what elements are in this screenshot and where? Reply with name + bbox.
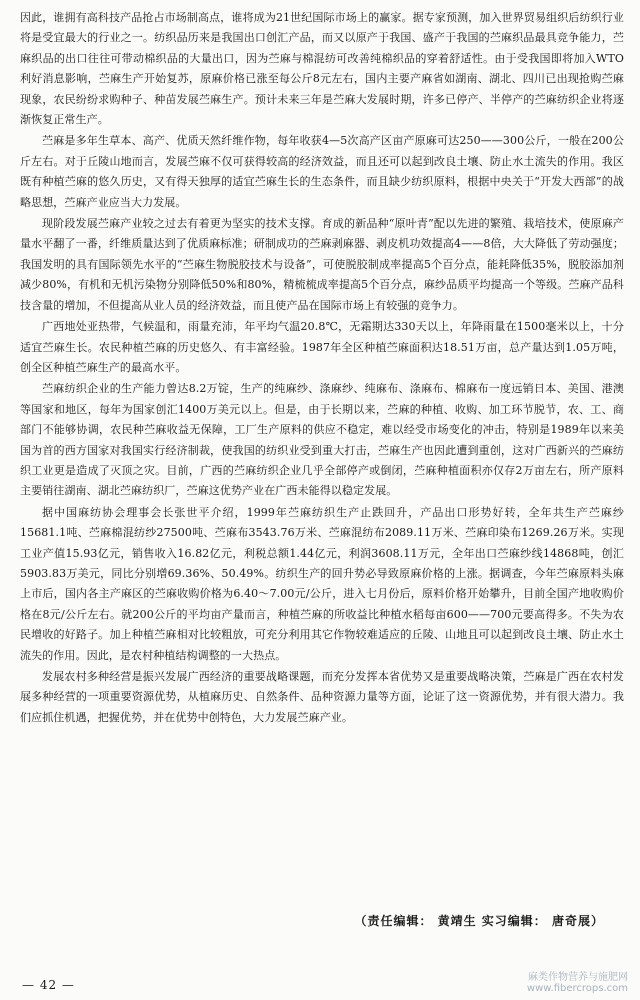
editor-credits: （责任编辑： 黄靖生 实习编辑： 唐奇展） — [354, 914, 604, 928]
watermark-url: www.fibercrops.com — [526, 983, 628, 994]
paragraph-1: 因此，谁拥有高科技产品抢占市场制高点，谁将成为21世纪国际市场上的赢家。据专家预测，加入世界贸易组织后纺织行业将是受宜最大的行业之一。纺织品历来是我国出口创汇产品，而又以原产于我国、盛产于我国的苎麻织品最具竞争能力，苎麻织品的出口往往可带动棉织品的大量出口，因为苎麻与棉混纺可改善纯棉织品的穿着舒适性。由于受我国即将加入WTO利好消息影响，苎麻生产开始复苏，原麻价格已涨至每公斤8元左右，国内主要产麻省如湖南、湖北、四川已出现抢购苎麻现象，农民纷纷求购种子、种苗发展苎麻生产。预计未来三年是苎麻大发展时期，许多已停产、半停产的苎麻纺织企业将逐渐恢复正常生产。 — [20, 11, 624, 127]
paragraph-4: 广西地处亚热带，气候温和，雨量充沛，年平均气温20.8℃，无霜期达330天以上，年降雨量在1500毫米以上，十分适宜苎麻生长。农民种植苎麻的历史悠久、有丰富经验。1987年全区种植苎麻面积达18.51万亩，总产量达到1.05万吨，创全区种植苎麻生产的最高水平。 — [20, 320, 624, 374]
paragraph-7: 发展农村多种经营是振兴发展广西经济的重要战略课题，而充分发挥本省优势又是重要战略决策，苎麻是广西在农村发展多种经营的一项重要资源优势，从植麻历史、自然条件、品种资源力量等方面，论证了这一资源优势，并有很大潜力。我们应抓住机遇，把握优势，并在优势中创特色，大力发展苎麻产业。 — [20, 670, 624, 724]
article-body — [20, 8, 624, 728]
paragraph-5: 苎麻纺织企业的生产能力曾达8.2万锭，生产的纯麻纱、涤麻纱、纯麻布、涤麻布、棉麻布一度远销日本、美国、港澳等国家和地区，每年为国家创汇1400万美元以上。但是，由于长期以来，苎麻的种植、收购、加工环节脱节，农、工、商部门不能够协调，农民种苎麻收益无保障，工厂生产原料的供应不稳定，难以经受市场变化的冲击，特别是1989年以来美国为首的西方国家对我国实行经济制裁，使我国的纺织业受到重大打击，苎麻生产也因此遭到重创，这对广西新兴的苎麻纺织工业更是造成了灭顶之灾。目前，广西的苎麻纺织企业几乎全部停产或倒闭，苎麻种植面积亦仅存2万亩左右，所产原料主要销往湖南、湖北苎麻纺织厂，苎麻这优势产业在广西未能得以稳定发展。 — [20, 382, 624, 498]
paragraph-6: 据中国麻纺协会理事会长张世平介绍，1999年苎麻纺织生产止跌回升，产品出口形势好转，全年共生产苎麻纱15681.1吨、苎麻棉混纺纱27500吨、苎麻布3543.76万米、苎麻混纺布2089.11万米、苎麻印染布1269.26万米。实现工业产值15.93亿元，销售收入16.82亿元，利税总额1.44亿元，利润3608.11万元，全年出口苎麻纱线14868吨，创汇5903.83万美元，同比分别增69.36%、50.49%。纺织生产的回升势必导致原麻价格的上涨。据调查，今年苎麻原料头麻上市后，国内各主产麻区的苎麻收购价格为6.40～7.00元/公斤，进入七月份后，原料价格开始攀升，目前全国产地收购价格在8元/公斤左右。就200公斤的平均亩产量而言，种植苎麻的所收益比种植水稻每亩600——700元要高得多。不失为农民增收的好路子。加上种植苎麻相对比较粗放，可充分利用其它作物较难适应的丘陵、山地且可以起到改良土壤、防止水土流失的作用。因此，是农村种植结构调整的一大热点。 — [20, 505, 624, 662]
paragraph-2: 苎麻是多年生草本、高产、优质天然纤维作物，每年收获4—5次高产区亩产原麻可达250——300公斤，一般在200公斤左右。对于丘陵山地而言，发展苎麻不仅可获得较高的经济效益，而且还可以起到改良土壤、防止水土流失的作用。我区既有种植苎麻的悠久历史，又有得天独厚的适宜苎麻生长的生态条件，而且缺少纺织原料，根据中央关于“开发大西部”的战略思想，苎麻产业应当大力发展。 — [20, 134, 624, 209]
paragraph-3: 现阶段发展苎麻产业较之过去有着更为坚实的技术支撑。育成的新品种“原叶青”配以先进的繁殖、栽培技术，使原麻产量水平翻了一番，纤维质量达到了优质麻标准；研制成功的苎麻剥麻器、剥皮机功效提高4——8倍，大大降低了劳动强度；我国发明的具有国际领先水平的“苎麻生物脱胶技术与设备”，可使脱胶制成率提高5个百分点，能耗降低35%，脱胶添加剂减少80%，有机和无机污染物分别降低50%和80%，精梳梳成率提高5个百分点，麻纱品质平均提高一个等级。苎麻产品科技含量的增加，不但提高从业人员的经济效益，而且使产品在国际市场上有较强的竞争力。 — [20, 217, 624, 312]
watermark-title: 麻类作物营养与施肥网 — [528, 972, 628, 983]
page-number: — 42 — — [22, 978, 75, 992]
watermark — [527, 972, 628, 994]
